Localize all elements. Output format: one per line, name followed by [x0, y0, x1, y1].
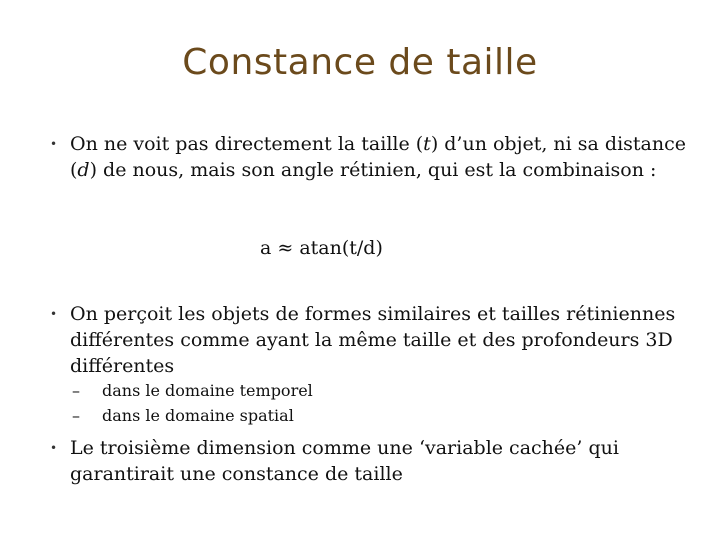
bullet-item-third-dimension	[50, 435, 690, 487]
formula: a ≈ atan(t/d)	[260, 237, 383, 259]
bullet-text: Le troisième dimension comme une ‘variable cachée’ qui garantirait une constance de taille	[70, 437, 619, 485]
sub-bullet-temporal	[72, 380, 662, 402]
bullet-text: On perçoit les objets de formes similaires et tailles rétiniennes différentes comme ayant la même taille et des profondeurs 3D différentes	[70, 303, 676, 377]
bullet-marker: •	[50, 137, 58, 151]
bullet-text-part: On ne voit pas directement la taille (	[70, 133, 424, 155]
bullet-marker: •	[50, 307, 58, 321]
bullet-item-perception	[50, 301, 690, 379]
sub-bullet-text: dans le domaine temporel	[102, 381, 313, 400]
sub-bullet-spatial	[72, 405, 662, 427]
variable-t: t	[423, 133, 431, 155]
slide-title: Constance de taille	[182, 42, 538, 83]
sub-bullet-text: dans le domaine spatial	[102, 406, 294, 425]
bullet-item-retinal-angle	[50, 131, 690, 183]
sub-bullet-marker: –	[72, 381, 80, 400]
sub-bullet-marker: –	[72, 406, 80, 425]
variable-d: d	[77, 159, 90, 181]
bullet-text-part: ) d’un objet, ni sa distance (	[70, 133, 686, 181]
bullet-text-part: ) de nous, mais son angle rétinien, qui est la combinaison :	[89, 159, 657, 181]
bullet-marker: •	[50, 441, 58, 455]
